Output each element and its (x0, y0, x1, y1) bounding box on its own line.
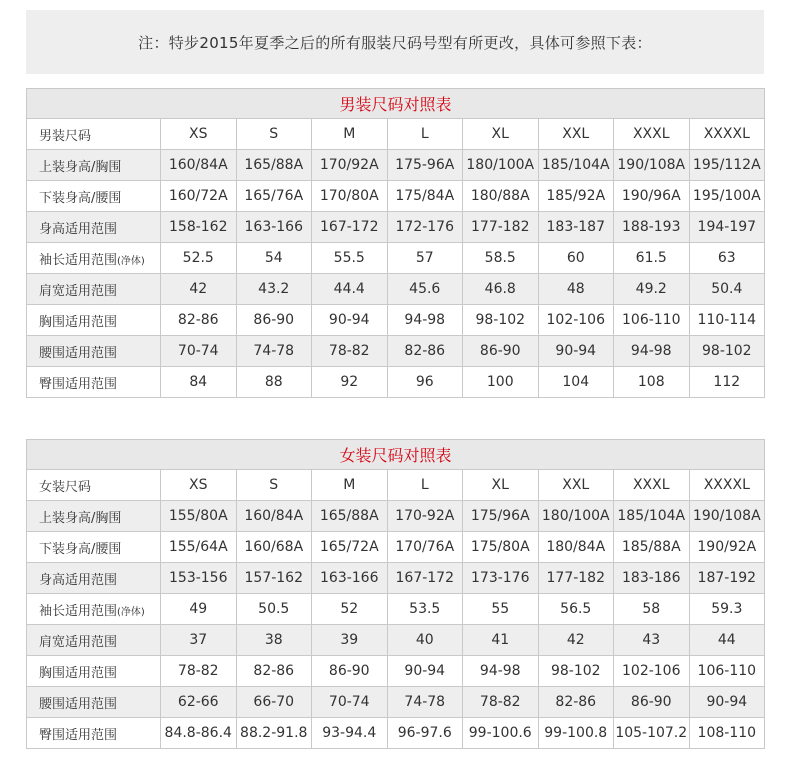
table-row (27, 274, 765, 305)
table-cell: 48 (538, 274, 614, 305)
row-label-text: 胸围适用范围 (39, 314, 118, 330)
table-cell: 180/100A (538, 501, 614, 532)
table-cell: 38 (236, 625, 312, 656)
table-cell: 170/76A (387, 532, 463, 563)
row-label (27, 687, 161, 718)
table-cell: 58.5 (463, 243, 539, 274)
table-cell: 188-193 (614, 212, 690, 243)
table-cell: 173-176 (463, 563, 539, 594)
table-cell: L (387, 119, 463, 150)
table-cell: 74-78 (236, 336, 312, 367)
table-cell: 175/84A (387, 181, 463, 212)
row-label-text: 上装身高/胸围 (39, 159, 122, 175)
table-cell: 102-106 (538, 305, 614, 336)
table-cell: L (387, 470, 463, 501)
table-cell: 170-92A (387, 501, 463, 532)
table-cell: M (312, 119, 388, 150)
table-row (27, 501, 765, 532)
table-cell: 60 (538, 243, 614, 274)
table-cell: 61.5 (614, 243, 690, 274)
table-cell: 175-96A (387, 150, 463, 181)
table-cell: 163-166 (236, 212, 312, 243)
row-label-text: 腰围适用范围 (39, 696, 118, 712)
table-cell: 90-94 (312, 305, 388, 336)
table-cell: 86-90 (312, 656, 388, 687)
table-cell: XS (161, 470, 237, 501)
table-cell: 165/72A (312, 532, 388, 563)
row-label-text: 身高适用范围 (39, 572, 118, 588)
table-cell: 84 (161, 367, 237, 398)
table-cell: 55.5 (312, 243, 388, 274)
table-row (27, 625, 765, 656)
row-label-text: 臀围适用范围 (39, 727, 118, 743)
table-cell: 53.5 (387, 594, 463, 625)
table-cell: XXL (538, 119, 614, 150)
table-row (27, 718, 765, 749)
women-table-title: 女装尺码对照表 (27, 440, 765, 470)
table-cell: XXXL (614, 470, 690, 501)
table-cell: XXXXL (689, 119, 765, 150)
row-label-text: 胸围适用范围 (39, 665, 118, 681)
table-cell: 66-70 (236, 687, 312, 718)
table-cell: 167-172 (387, 563, 463, 594)
table-cell: 100 (463, 367, 539, 398)
table-cell: 49.2 (614, 274, 690, 305)
table-cell: 78-82 (312, 336, 388, 367)
table-cell: 59.3 (689, 594, 765, 625)
table-cell: 82-86 (387, 336, 463, 367)
row-label-text: 下装身高/腰围 (39, 541, 122, 557)
table-cell: 84.8-86.4 (161, 718, 237, 749)
table-cell: 183-187 (538, 212, 614, 243)
table-cell: 43 (614, 625, 690, 656)
row-label (27, 625, 161, 656)
table-cell: 55 (463, 594, 539, 625)
table-cell: 57 (387, 243, 463, 274)
row-label-text: 袖长适用范围 (39, 603, 118, 619)
table-cell: 44 (689, 625, 765, 656)
men-size-table-container (26, 88, 764, 398)
table-cell: 99-100.6 (463, 718, 539, 749)
table-cell: 45.6 (387, 274, 463, 305)
table-cell: 185/88A (614, 532, 690, 563)
table-cell: 82-86 (538, 687, 614, 718)
table-cell: 40 (387, 625, 463, 656)
table-cell: 49 (161, 594, 237, 625)
table-cell: 194-197 (689, 212, 765, 243)
table-cell: 94-98 (387, 305, 463, 336)
table-row (27, 181, 765, 212)
table-cell: 170/80A (312, 181, 388, 212)
row-label (27, 150, 161, 181)
table-cell: 190/108A (689, 501, 765, 532)
table-cell: 86-90 (614, 687, 690, 718)
table-cell: 42 (538, 625, 614, 656)
table-row (27, 367, 765, 398)
table-cell: 190/108A (614, 150, 690, 181)
table-row (27, 305, 765, 336)
table-cell: 86-90 (463, 336, 539, 367)
row-label (27, 305, 161, 336)
table-cell: 106-110 (689, 656, 765, 687)
row-label (27, 501, 161, 532)
table-cell: 160/84A (161, 150, 237, 181)
table-cell: 37 (161, 625, 237, 656)
table-cell: 180/100A (463, 150, 539, 181)
table-cell: 44.4 (312, 274, 388, 305)
table-cell: 185/104A (538, 150, 614, 181)
table-cell: 160/84A (236, 501, 312, 532)
row-label (27, 181, 161, 212)
table-cell: 99-100.8 (538, 718, 614, 749)
table-cell: 187-192 (689, 563, 765, 594)
table-cell: 165/88A (236, 150, 312, 181)
row-label (27, 243, 161, 274)
row-label (27, 532, 161, 563)
table-cell: 90-94 (538, 336, 614, 367)
table-row (27, 243, 765, 274)
table-cell: 180/88A (463, 181, 539, 212)
table-cell: 88 (236, 367, 312, 398)
table-cell: XS (161, 119, 237, 150)
row-label (27, 367, 161, 398)
table-cell: 92 (312, 367, 388, 398)
row-label (27, 336, 161, 367)
table-cell: 172-176 (387, 212, 463, 243)
table-cell: 108-110 (689, 718, 765, 749)
table-cell: 190/96A (614, 181, 690, 212)
table-cell: 155/64A (161, 532, 237, 563)
row-label-text: 袖长适用范围 (39, 252, 118, 268)
table-cell: 110-114 (689, 305, 765, 336)
table-cell: 41 (463, 625, 539, 656)
table-cell: 102-106 (614, 656, 690, 687)
men-table-title: 男装尺码对照表 (27, 89, 765, 119)
row-label (27, 594, 161, 625)
table-cell: 78-82 (161, 656, 237, 687)
table-cell: 93-94.4 (312, 718, 388, 749)
table-cell: XL (463, 470, 539, 501)
row-label-text: 腰围适用范围 (39, 345, 118, 361)
table-cell: 70-74 (161, 336, 237, 367)
table-cell: 94-98 (463, 656, 539, 687)
table-cell: 185/104A (614, 501, 690, 532)
table-row (27, 563, 765, 594)
men-size-table (26, 88, 765, 398)
table-row (27, 532, 765, 563)
table-cell: 170/92A (312, 150, 388, 181)
table-cell: 56.5 (538, 594, 614, 625)
table-row (27, 150, 765, 181)
table-cell: 94-98 (614, 336, 690, 367)
notice-banner: 注：特步2015年夏季之后的所有服装尺码号型有所更改，具体可参照下表： (26, 10, 764, 74)
table-cell: 90-94 (689, 687, 765, 718)
table-cell: 82-86 (236, 656, 312, 687)
table-cell: 98-102 (463, 305, 539, 336)
table-cell: 177-182 (463, 212, 539, 243)
table-cell: 175/96A (463, 501, 539, 532)
women-size-table (26, 439, 765, 749)
row-label (27, 470, 161, 501)
table-cell: 50.5 (236, 594, 312, 625)
table-cell: 167-172 (312, 212, 388, 243)
row-label-text: 上装身高/胸围 (39, 510, 122, 526)
table-cell: 105-107.2 (614, 718, 690, 749)
table-cell: 63 (689, 243, 765, 274)
table-cell: 98-102 (689, 336, 765, 367)
table-row (27, 687, 765, 718)
table-cell: 163-166 (312, 563, 388, 594)
table-cell: M (312, 470, 388, 501)
table-cell: 88.2-91.8 (236, 718, 312, 749)
row-label (27, 274, 161, 305)
table-cell: 165/88A (312, 501, 388, 532)
table-cell: 58 (614, 594, 690, 625)
table-cell: 52.5 (161, 243, 237, 274)
table-cell: 165/76A (236, 181, 312, 212)
row-label-text: 肩宽适用范围 (39, 634, 118, 650)
table-cell: 54 (236, 243, 312, 274)
table-cell: 195/100A (689, 181, 765, 212)
row-label-note: (净体) (117, 255, 145, 267)
table-row (27, 470, 765, 501)
table-cell: 104 (538, 367, 614, 398)
table-cell: 160/68A (236, 532, 312, 563)
row-label (27, 656, 161, 687)
table-cell: 183-186 (614, 563, 690, 594)
table-cell: 62-66 (161, 687, 237, 718)
table-cell: 96-97.6 (387, 718, 463, 749)
table-cell: 78-82 (463, 687, 539, 718)
table-cell: 185/92A (538, 181, 614, 212)
table-cell: 70-74 (312, 687, 388, 718)
row-label-text: 下装身高/腰围 (39, 190, 122, 206)
table-row (27, 212, 765, 243)
table-cell: 177-182 (538, 563, 614, 594)
table-cell: 42 (161, 274, 237, 305)
row-label-text: 肩宽适用范围 (39, 283, 118, 299)
table-cell: S (236, 119, 312, 150)
table-cell: 96 (387, 367, 463, 398)
table-cell: XXXL (614, 119, 690, 150)
table-cell: 52 (312, 594, 388, 625)
table-cell: 112 (689, 367, 765, 398)
row-label-text: 男装尺码 (39, 128, 92, 144)
row-label-note: (净体) (117, 606, 145, 618)
table-cell: 74-78 (387, 687, 463, 718)
table-row (27, 336, 765, 367)
table-cell: 39 (312, 625, 388, 656)
row-label-text: 身高适用范围 (39, 221, 118, 237)
table-cell: XXL (538, 470, 614, 501)
table-cell: 86-90 (236, 305, 312, 336)
table-cell: 108 (614, 367, 690, 398)
table-cell: 190/92A (689, 532, 765, 563)
table-row (27, 656, 765, 687)
table-cell: 50.4 (689, 274, 765, 305)
table-row (27, 119, 765, 150)
row-label (27, 212, 161, 243)
table-cell: 175/80A (463, 532, 539, 563)
table-cell: 157-162 (236, 563, 312, 594)
table-cell: XXXXL (689, 470, 765, 501)
row-label-text: 臀围适用范围 (39, 376, 118, 392)
row-label (27, 119, 161, 150)
table-cell: 153-156 (161, 563, 237, 594)
table-cell: 158-162 (161, 212, 237, 243)
table-cell: 90-94 (387, 656, 463, 687)
table-cell: 43.2 (236, 274, 312, 305)
table-cell: 82-86 (161, 305, 237, 336)
table-cell: 98-102 (538, 656, 614, 687)
table-cell: S (236, 470, 312, 501)
table-cell: XL (463, 119, 539, 150)
table-row (27, 594, 765, 625)
row-label (27, 718, 161, 749)
table-cell: 180/84A (538, 532, 614, 563)
table-cell: 160/72A (161, 181, 237, 212)
row-label-text: 女装尺码 (39, 479, 92, 495)
row-label (27, 563, 161, 594)
table-cell: 195/112A (689, 150, 765, 181)
table-cell: 46.8 (463, 274, 539, 305)
table-cell: 155/80A (161, 501, 237, 532)
table-cell: 106-110 (614, 305, 690, 336)
women-size-table-container (26, 439, 764, 749)
